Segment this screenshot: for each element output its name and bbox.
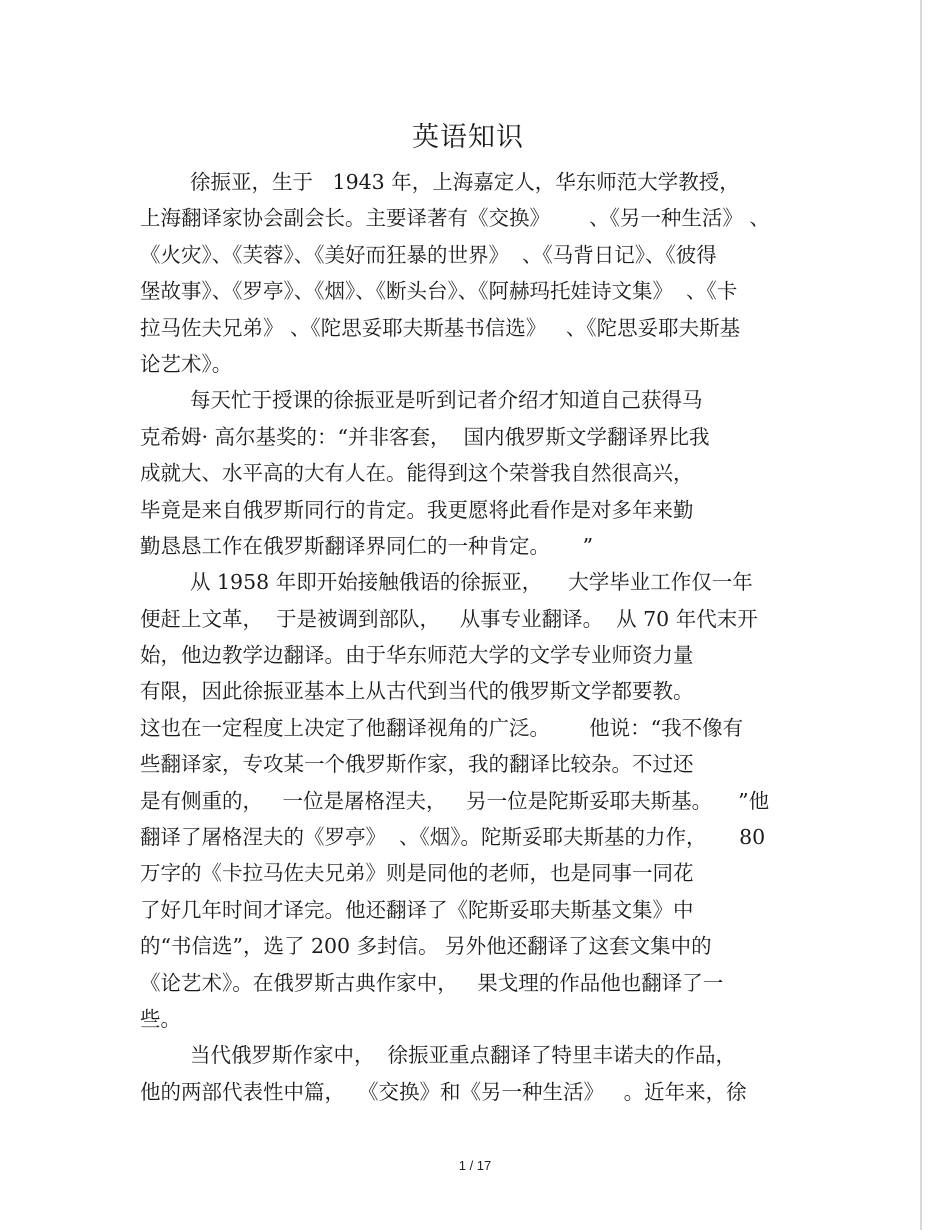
text-line: 克希姆· 高尔基奖的：“并非客套， 国内俄罗斯文学翻译界比我 bbox=[140, 424, 710, 449]
text-line: 这也在一定程度上决定了他翻译视角的广泛。 他说：“我不像有 bbox=[140, 715, 744, 740]
text-line: 些。 bbox=[140, 1006, 181, 1031]
text-line: 了好几年时间才译完。他还翻译了《陀斯妥耶夫斯基文集》中 bbox=[140, 897, 694, 922]
text-line: 当代俄罗斯作家中， 徐振亚重点翻译了特里丰诺夫的作品， bbox=[190, 1043, 737, 1068]
document-body bbox=[140, 164, 840, 1110]
text-line: 始，他边教学边翻译。由于华东师范大学的文学专业师资力量 bbox=[140, 643, 694, 668]
text-line: 是有侧重的， 一位是屠格涅夫， 另一位是陀斯妥耶夫斯基。 ”他 bbox=[140, 788, 770, 813]
text-line: 便赶上文革， 于是被调到部队， 从事专业翻译。 从 70 年代末开 bbox=[140, 606, 758, 631]
page-number: 1 / 17 bbox=[458, 1158, 492, 1173]
text-line: 《火灾》、《芙蓉》、《美好而狂暴的世界》 、《马背日记》、《彼得 bbox=[140, 242, 717, 267]
text-line: 《论艺术》。在俄罗斯古典作家中， 果戈理的作品他也翻译了一 bbox=[140, 970, 724, 995]
text-line: 每天忙于授课的徐振亚是听到记者介绍才知道自己获得马 bbox=[190, 388, 703, 413]
text-line: 上海翻译家协会副会长。主要译著有《交换》 、《另一种生活》 、 bbox=[140, 206, 770, 231]
text-line: 堡故事》、《罗亭》、《烟》、《断头台》、《阿赫玛托娃诗文集》 、《卡 bbox=[140, 279, 738, 304]
text-line: 的“书信选”，选了 200 多封信。 另外他还翻译了这套文集中的 bbox=[140, 934, 712, 959]
text-line: 翻译了屠格涅夫的《罗亭》 、《烟》。陀斯妥耶夫斯基的力作， 80 bbox=[140, 825, 766, 850]
text-line: 万字的《卡拉马佐夫兄弟》则是同他的老师，也是同事一同花 bbox=[140, 861, 694, 886]
text-line: 成就大、水平高的大有人在。能得到这个荣誉我自然很高兴， bbox=[140, 461, 694, 486]
document-title: 英语知识 bbox=[412, 122, 524, 153]
text-line: 毕竟是来自俄罗斯同行的肯定。我更愿将此看作是对多年来勤 bbox=[140, 497, 694, 522]
text-line: 勤恳恳工作在俄罗斯翻译界同仁的一种肯定。 ” bbox=[140, 533, 594, 558]
text-line: 些翻译家，专攻某一个俄罗斯作家，我的翻译比较杂。不过还 bbox=[140, 752, 694, 777]
text-line: 论艺术》。 bbox=[140, 351, 233, 376]
text-line: 他的两部代表性中篇， 《交换》和《另一种生活》 。近年来，徐 bbox=[140, 1079, 747, 1104]
text-line: 有限，因此徐振亚基本上从古代到当代的俄罗斯文学都要教。 bbox=[140, 679, 694, 704]
text-line: 从 1958 年即开始接触俄语的徐振亚， 大学毕业工作仅一年 bbox=[190, 570, 753, 595]
text-line: 徐振亚，生于 1943 年，上海嘉定人，华东师范大学教授， bbox=[190, 170, 740, 194]
page-edge-divider bbox=[920, 0, 922, 1230]
text-line: 拉马佐夫兄弟》 、《陀思妥耶夫斯基书信选》 、《陀思妥耶夫斯基 bbox=[140, 315, 741, 340]
